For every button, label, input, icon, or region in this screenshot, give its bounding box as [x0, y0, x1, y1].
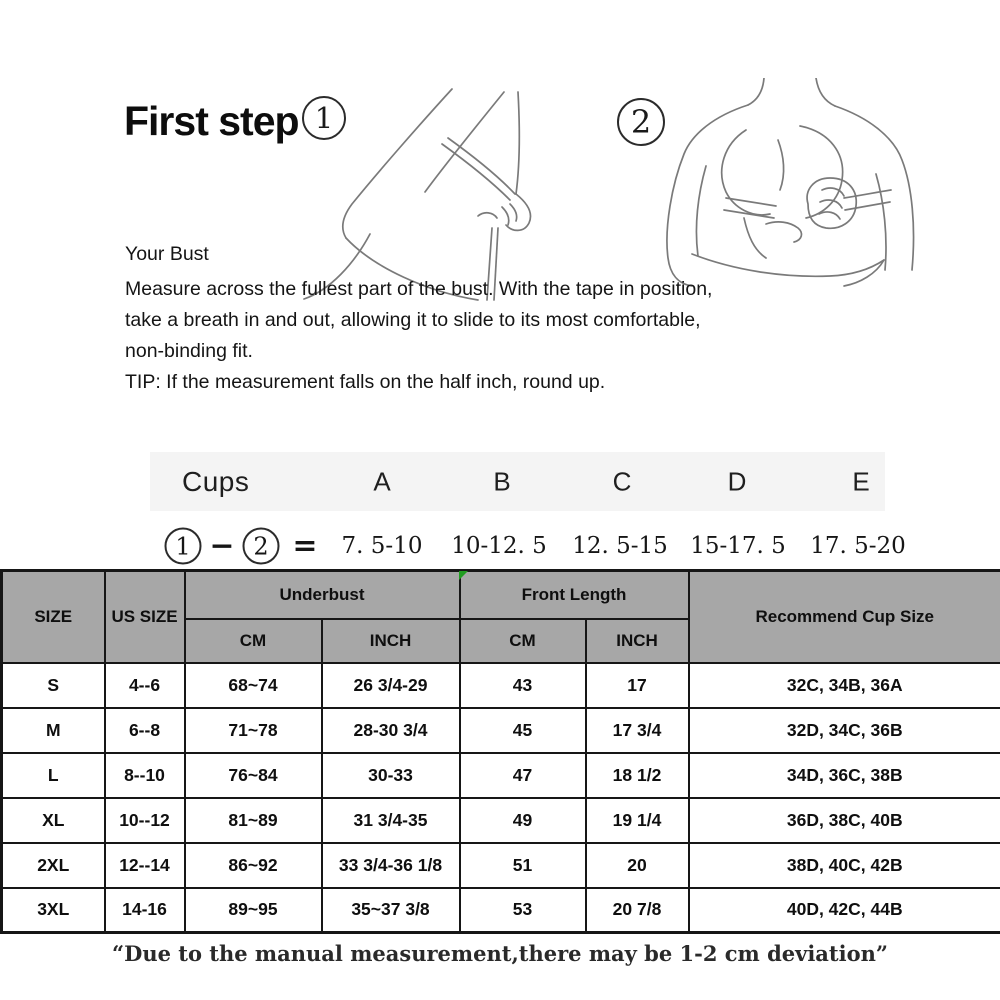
cell-cup-size: 34D, 36C, 38B [689, 753, 1000, 798]
cup-range-a: 7. 5-10 [341, 533, 423, 559]
deviation-note: “Due to the manual measurement,there may be 1-2 cm deviation” [112, 941, 888, 966]
table-row [2, 663, 1000, 708]
cup-letter-b: B [493, 466, 511, 496]
col-header-front-inch: INCH [586, 619, 689, 663]
cell-us-size: 10--12 [105, 798, 185, 843]
size-table [0, 569, 1000, 934]
cell-size: 3XL [2, 888, 105, 933]
equals-sign: = [292, 528, 318, 564]
instruction-line: take a breath in and out, allowing it to slide to its most comfortable, [125, 309, 701, 331]
cell-size: XL [2, 798, 105, 843]
table-row [2, 753, 1000, 798]
instruction-line: non-binding fit. [125, 340, 253, 362]
col-header-size: SIZE [2, 571, 105, 663]
cups-label: Cups [182, 465, 250, 497]
cell-us-size: 4--6 [105, 663, 185, 708]
cell-front-inch: 20 7/8 [586, 888, 689, 933]
cup-formula-row [0, 524, 1000, 568]
cell-cup-size: 38D, 40C, 42B [689, 843, 1000, 888]
step-1-number: 1 [314, 101, 334, 135]
instruction-line: Measure across the fullest part of the bust. With the tape in position, [125, 278, 713, 300]
cell-front-cm: 49 [460, 798, 586, 843]
cell-front-inch: 17 3/4 [586, 708, 689, 753]
cell-front-inch: 18 1/2 [586, 753, 689, 798]
cup-letter-c: C [612, 466, 632, 496]
cell-front-inch: 19 1/4 [586, 798, 689, 843]
cell-front-inch: 17 [586, 663, 689, 708]
cell-underbust-cm: 68~74 [185, 663, 322, 708]
cell-cup-size: 32D, 34C, 36B [689, 708, 1000, 753]
table-header-row [2, 571, 1000, 619]
cup-letter-a: A [373, 466, 391, 496]
instruction-line: TIP: If the measurement falls on the half inch, round up. [125, 371, 606, 393]
measure-instructions [125, 274, 905, 398]
cell-us-size: 8--10 [105, 753, 185, 798]
col-header-us-size: US SIZE [105, 571, 185, 663]
cup-range-b: 10-12. 5 [451, 533, 547, 559]
bust-measure-side-sketch-icon [282, 86, 582, 301]
cell-us-size: 12--14 [105, 843, 185, 888]
col-header-recommend-cup: Recommend Cup Size [689, 571, 1000, 663]
cup-range-d: 15-17. 5 [690, 533, 786, 559]
table-row [2, 708, 1000, 753]
cell-front-cm: 43 [460, 663, 586, 708]
col-header-underbust-cm: CM [185, 619, 322, 663]
cell-underbust-inch: 33 3/4-36 1/8 [322, 843, 460, 888]
cell-front-cm: 53 [460, 888, 586, 933]
cell-underbust-cm: 76~84 [185, 753, 322, 798]
col-header-underbust-inch: INCH [322, 619, 460, 663]
col-header-front-length: Front Length [460, 571, 689, 619]
col-header-underbust: Underbust [185, 571, 460, 619]
formula-step-2-badge [243, 528, 280, 565]
your-bust-label: Your Bust [125, 243, 209, 265]
cell-us-size: 6--8 [105, 708, 185, 753]
cell-cup-size: 40D, 42C, 44B [689, 888, 1000, 933]
cell-underbust-inch: 30-33 [322, 753, 460, 798]
cell-underbust-cm: 81~89 [185, 798, 322, 843]
table-row [2, 843, 1000, 888]
cup-letter-d: D [727, 466, 747, 496]
page-title: First step [124, 98, 299, 144]
cell-underbust-inch: 35~37 3/8 [322, 888, 460, 933]
cell-size: M [2, 708, 105, 753]
cell-underbust-cm: 89~95 [185, 888, 322, 933]
cups-band [150, 452, 885, 511]
cell-cup-size: 32C, 34B, 36A [689, 663, 1000, 708]
cup-range-e: 17. 5-20 [810, 533, 906, 559]
cell-size: L [2, 753, 105, 798]
cup-range-c: 12. 5-15 [572, 533, 668, 559]
table-row [2, 798, 1000, 843]
cell-underbust-inch: 31 3/4-35 [322, 798, 460, 843]
cell-front-cm: 51 [460, 843, 586, 888]
formula-step-1-number: 1 [175, 532, 191, 560]
cell-front-inch: 20 [586, 843, 689, 888]
cell-underbust-inch: 28-30 3/4 [322, 708, 460, 753]
cell-underbust-cm: 86~92 [185, 843, 322, 888]
table-row [2, 888, 1000, 933]
cell-underbust-inch: 26 3/4-29 [322, 663, 460, 708]
cell-size: 2XL [2, 843, 105, 888]
cell-size: S [2, 663, 105, 708]
col-header-front-cm: CM [460, 619, 586, 663]
step-2-number: 2 [630, 103, 652, 141]
cell-underbust-cm: 71~78 [185, 708, 322, 753]
cup-letter-e: E [852, 466, 870, 496]
cell-front-cm: 45 [460, 708, 586, 753]
formula-step-2-number: 2 [253, 532, 269, 560]
underbust-measure-front-sketch-icon [648, 78, 940, 293]
minus-sign: − [209, 528, 235, 564]
cell-cup-size: 36D, 38C, 40B [689, 798, 1000, 843]
cell-flag-triangle-icon [459, 571, 468, 580]
cell-us-size: 14-16 [105, 888, 185, 933]
cell-front-cm: 47 [460, 753, 586, 798]
formula-step-1-badge [165, 528, 202, 565]
